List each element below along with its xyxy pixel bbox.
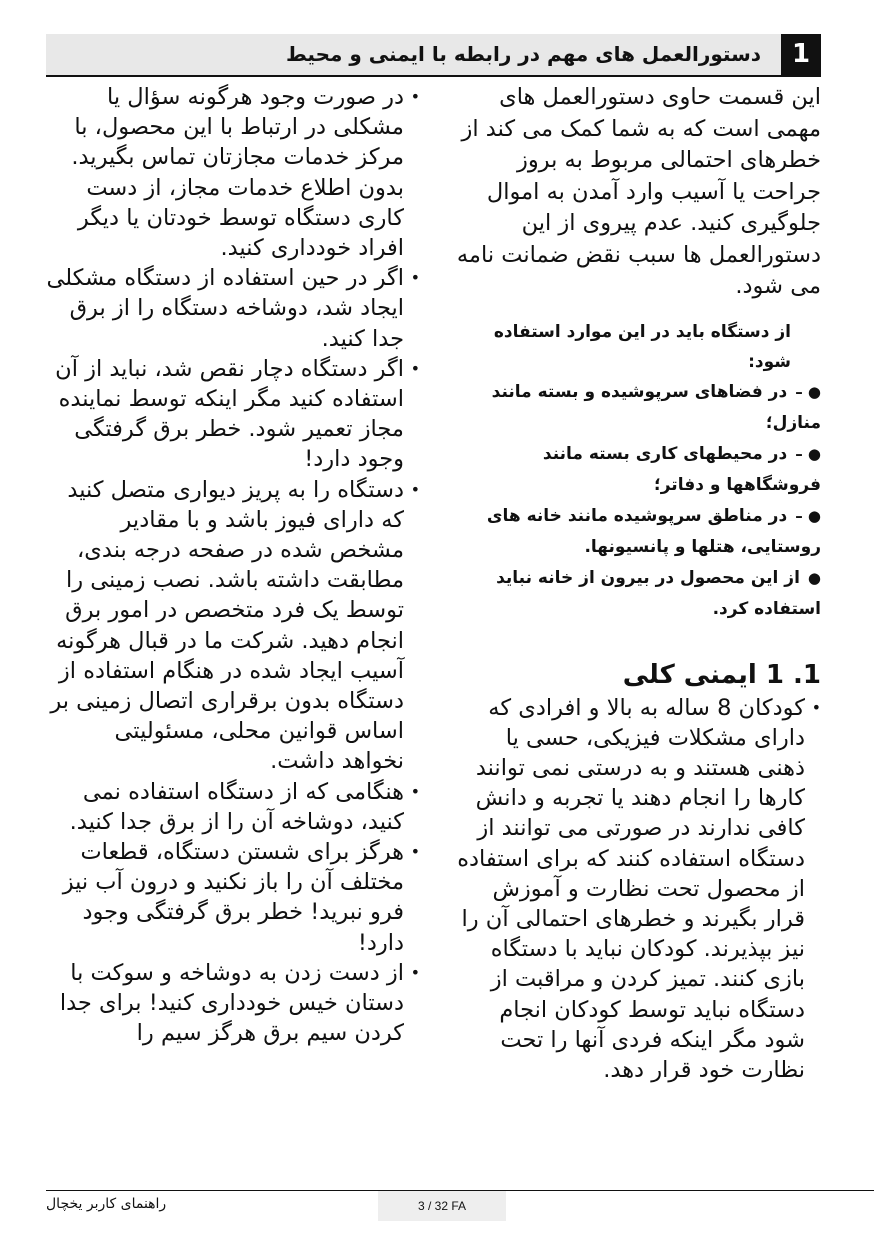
safety-list <box>46 82 420 1049</box>
header-divider <box>46 75 821 77</box>
bullet-icon: • <box>410 358 420 378</box>
manual-title: راهنمای کاربر یخچال <box>46 1196 167 1212</box>
list-item: • کودکان 8 ساله به بالا و افرادی که دارای مشکلات فیزیکی، حسی یا ذهنی هستند و به درستی نمی توانند کارها را انجام دهند یا تجربه و دانش کافی ندارند در صورتی می توانند از دستگاه استفاده کنند که برای استفاده از محصول تحت نظارت و آموزش قرار بگیرند و خطرهای احتمالی آن را نیز بپذیرند. کودکان نباید با دستگاه بازی کنند. تمیز کردن و مراقبت از دستگاه نباید توسط کودکان انجام شود مگر اینکه فردی آنها را تحت نظارت خود قرار دهد. <box>457 694 821 1083</box>
bullet-icon: ● – <box>795 506 821 525</box>
page-number: 3 / 32 FA <box>378 1191 506 1221</box>
list-item: ● –در محیطهای کاری بسته مانند فروشگاهها و دفاتر؛ <box>542 443 821 495</box>
bullet-icon: • <box>410 842 420 862</box>
list-item: ●از این محصول در بیرون از خانه نباید استفاده کرد. <box>496 567 821 619</box>
left-column <box>46 82 420 1049</box>
intro-text: این قسمت حاوی دستورالعمل های مهمی است که به شما کمک می کند از خطرهای احتمالی مربوط به بروز جراحت یا آسیب وارد آمدن به اموال جلوگیری کنید. عدم پیروی از این دستورالعمل ها سبب نقض ضمانت نامه می شود. <box>456 84 821 299</box>
bullet-icon: ● <box>807 568 821 587</box>
list-item: • اگر دستگاه دچار نقص شد، نباید از آن استفاده کنید مگر اینکه توسط نماینده مجاز تعمیر شود. خطر برق گرفتگی وجود دارد! <box>55 355 420 473</box>
bullet-icon: • <box>410 781 420 801</box>
bullet-icon: ● – <box>795 382 821 401</box>
right-column <box>455 82 821 1085</box>
list-item: • هنگامی که از دستگاه استفاده نمی کنید، دوشاخه آن را از برق جدا کنید. <box>69 778 420 835</box>
list-item: • در صورت وجود هرگونه سؤال یا مشکلی در ارتباط با این محصول، با مرکز خدمات مجازتان تماس بگیرید. بدون اطلاع خدمات مجاز، از دست کاری دستگاه توسط خودتان یا دیگر افراد خودداری کنید. <box>71 84 420 262</box>
usage-list <box>455 377 821 625</box>
bullet-icon: ● – <box>795 444 821 463</box>
list-item: ● –در فضاهای سرپوشیده و بسته مانند منازل؛ <box>491 381 821 433</box>
subsection-title: 1. 1 ایمنی کلی <box>622 659 821 690</box>
list-item: • از دست زدن به دوشاخه و سوکت با دستان خیس خودداری کنید! برای جدا کردن سیم برق هرگز سیم را <box>59 959 420 1047</box>
intro-paragraph <box>455 82 821 303</box>
list-item: • اگر در حین استفاده از دستگاه مشکلی ایجاد شد، دوشاخه دستگاه را از برق جدا کنید. <box>46 265 420 352</box>
usage-heading: از دستگاه باید در این موارد استفاده شود: <box>493 321 791 372</box>
list-item: • هرگز برای شستن دستگاه، قطعات مختلف آن را باز نکنید و درون آب نیز فرو نبرید! خطر برق گرفتگی وجود دارد! <box>62 839 420 956</box>
bullet-icon: • <box>811 697 821 717</box>
general-safety-list <box>455 693 821 1086</box>
section-number: 1 <box>781 34 821 75</box>
bullet-icon: • <box>410 87 420 106</box>
list-item: ● –در مناطق سرپوشیده مانند خانه های روستایی، هتلها و پانسیونها. <box>486 505 821 557</box>
section-title: دستورالعمل های مهم در رابطه با ایمنی و محیط <box>285 42 761 66</box>
list-item: • دستگاه را به پریز دیواری متصل کنید که دارای فیوز باشد و با مقادیر مشخص شده در صفحه درجه بندی، مطابقت داشته باشد. نصب زمینی را توسط یک فرد متخصص در امور برق انجام دهید. شرکت ما در قبال هرگونه آسیب ایجاد شده در هنگام استفاده از دستگاه بدون برقراری اتصال زمینی بر اساس قوانین محلی، مسئولیتی نخواهد داشت. <box>50 476 420 775</box>
section-header <box>46 34 821 75</box>
bullet-icon: • <box>410 962 420 982</box>
bullet-icon: • <box>410 268 420 288</box>
bullet-icon: • <box>410 479 420 499</box>
